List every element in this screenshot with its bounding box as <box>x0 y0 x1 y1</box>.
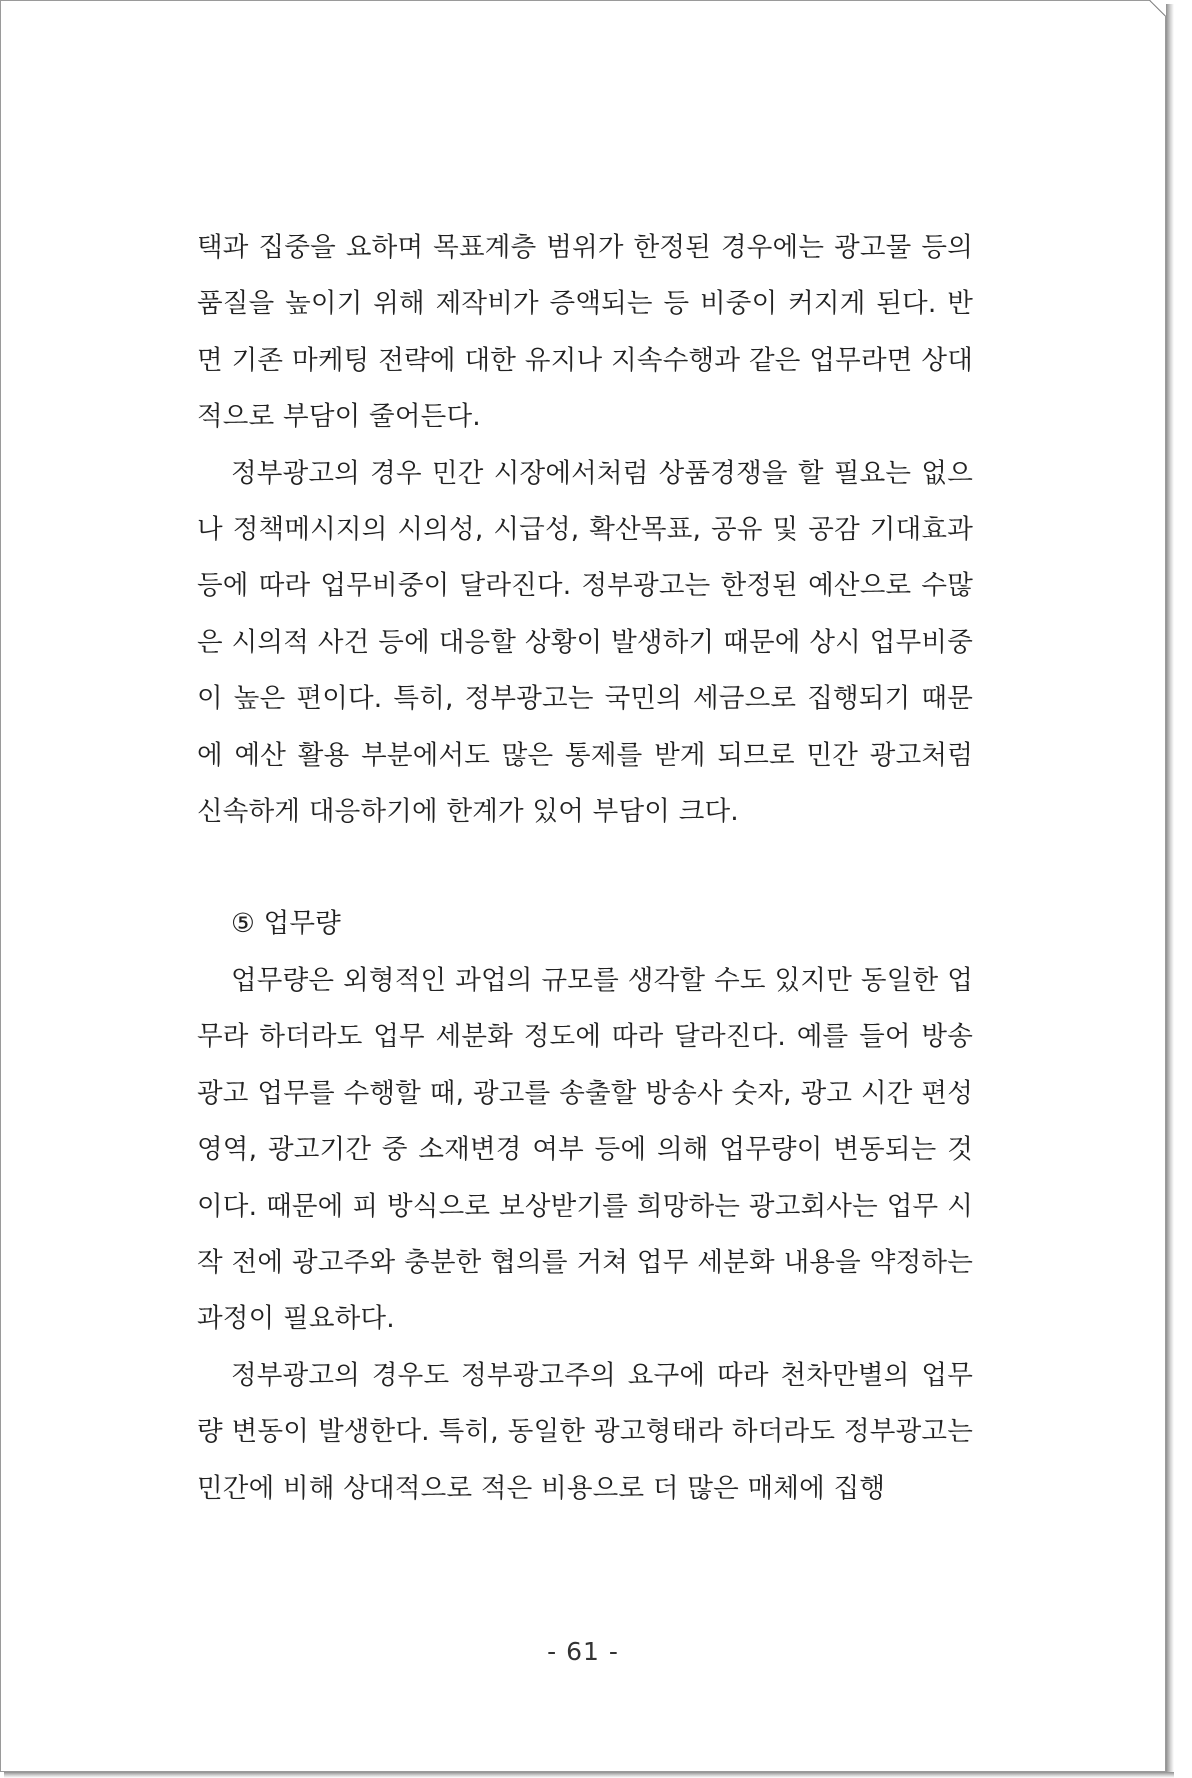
section-heading-workload: ⑤ 업무량 <box>231 908 341 940</box>
paragraph-government-advertising-burden: 정부광고의 경우 민간 시장에서처럼 상품경쟁을 할 필요는 없으나 정책메시지의 시의성, 시급성, 확산목표, 공유 및 공감 기대효과 등에 따라 업무비중이 달라진다. 정부광고는 한정된 예산으로 수많은 시의적 사건 등에 대응할 상황이 발생하기 때문에 상시 업무비중이 높은 편이다. 특히, 정부광고는 국민의 세금으로 집행되기 때문에 예산 활용 부분에서도 많은 통제를 받게 되므로 민간 광고처럼 신속하게 대응하기에 한계가 있어 부담이 크다. <box>197 457 973 828</box>
page-number: - 61 - <box>547 1637 619 1666</box>
page-shadow-right <box>1166 4 1174 1776</box>
paragraph-government-workload: 정부광고의 경우도 정부광고주의 요구에 따라 천차만별의 업무량 변동이 발생한다. 특히, 동일한 광고형태라 하더라도 정부광고는 민간에 비해 상대적으로 적은 비용으로 더 많은 매체에 집행 <box>197 1359 973 1504</box>
paragraph-workload: 업무량은 외형적인 과업의 규모를 생각할 수도 있지만 동일한 업무라 하더라도 업무 세분화 정도에 따라 달라진다. 예를 들어 방송광고 업무를 수행할 때, 광고를 송출할 방송사 숫자, 광고 시간 편성 영역, 광고기간 중 소재변경 여부 등에 의해 업무량이 변동되는 것이다. 때문에 피 방식으로 보상받기를 희망하는 광고회사는 업무 시작 전에 광고주와 충분한 협의를 거쳐 업무 세분화 내용을 약정하는 과정이 필요하다. <box>197 964 973 1335</box>
document-body <box>197 220 973 1517</box>
page-shadow-bottom <box>4 1772 1174 1778</box>
paragraph-continuation: 택과 집중을 요하며 목표계층 범위가 한정된 경우에는 광고물 등의 품질을 높이기 위해 제작비가 증액되는 등 비중이 커지게 된다. 반면 기존 마케팅 전략에 대한 유지나 지속수행과 같은 업무라면 상대적으로 부담이 줄어든다. <box>197 232 973 433</box>
section-spacer <box>197 840 973 896</box>
